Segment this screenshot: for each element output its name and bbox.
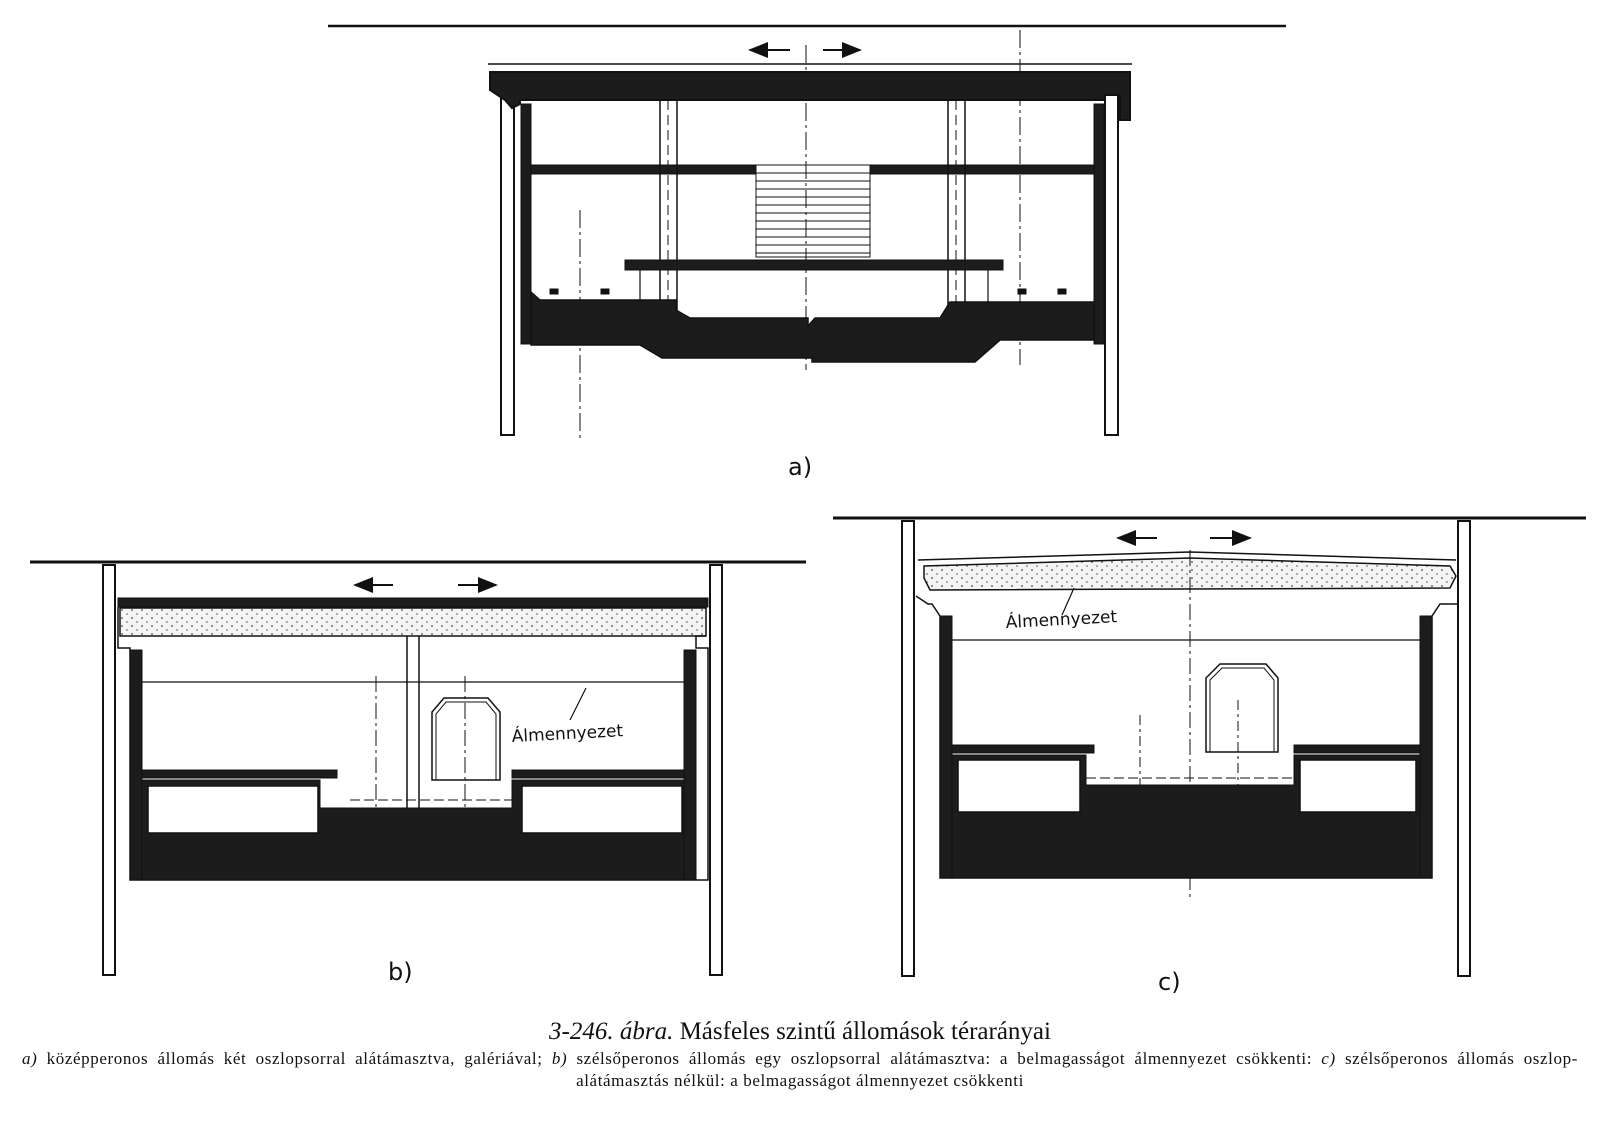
stair <box>756 165 870 257</box>
bottom-slab <box>531 292 1094 362</box>
column-right <box>948 100 965 310</box>
panel-b-label: b) <box>388 958 413 986</box>
annotation-leader <box>570 688 586 720</box>
right-wall <box>1458 521 1470 976</box>
caption-c-text: szélsőperonos állomás oszlop-alátámasztás nélkül: a belmagasságot álmennyezet csökkenti <box>576 1049 1578 1090</box>
caption-b-marker: b) <box>551 1049 568 1068</box>
void-right <box>1300 760 1416 812</box>
panel-b-section <box>30 562 806 975</box>
gallery-slab-right <box>870 165 1094 174</box>
caption-b-text: szélsőperonos állomás egy oszlopsorral alátámasztva: a belmagasságot álmennyezet csökkenti: <box>576 1049 1313 1068</box>
left-wall <box>902 521 914 976</box>
platform-right <box>1294 745 1420 753</box>
figure-number: 3-246. <box>549 1018 614 1045</box>
figure-word: ábra. <box>619 1018 674 1045</box>
caption-c-marker: c) <box>1321 1049 1336 1068</box>
figure-caption <box>0 1016 1600 1092</box>
roof-slab <box>490 72 1130 120</box>
roof-slab <box>118 598 708 607</box>
caption-description <box>0 1048 1600 1092</box>
left-wall <box>501 95 514 435</box>
island-platform <box>625 260 1003 270</box>
caption-title <box>0 1016 1600 1048</box>
gallery-slab-left <box>531 165 756 174</box>
void-left <box>148 786 318 833</box>
panel-c-label: c) <box>1158 968 1181 996</box>
rails-right <box>1018 289 1066 294</box>
right-wall <box>1105 95 1118 435</box>
panel-a-label: a) <box>788 453 813 481</box>
right-wall <box>710 565 722 975</box>
void-left <box>958 760 1080 812</box>
stair-access <box>1206 664 1278 752</box>
figure-title: Másfeles szintű állomások térarányai <box>679 1018 1051 1045</box>
left-wall <box>103 565 115 975</box>
column-left <box>660 100 677 310</box>
caption-a-marker: a) <box>22 1049 38 1068</box>
panel-b-annotation: Álmennyezet <box>511 721 624 747</box>
panel-a-section <box>328 26 1286 440</box>
platform-left <box>142 770 337 778</box>
void-right <box>522 786 682 833</box>
caption-a-text: középperonos állomás két oszlopsorral alátámasztva, galériával; <box>46 1049 543 1068</box>
panel-c-annotation: Álmennyezet <box>1005 607 1118 633</box>
platform-left <box>952 745 1094 753</box>
insulation-layer <box>120 608 706 636</box>
stair-access <box>432 698 500 780</box>
panel-c-section <box>833 518 1586 976</box>
platform-right <box>512 770 684 778</box>
